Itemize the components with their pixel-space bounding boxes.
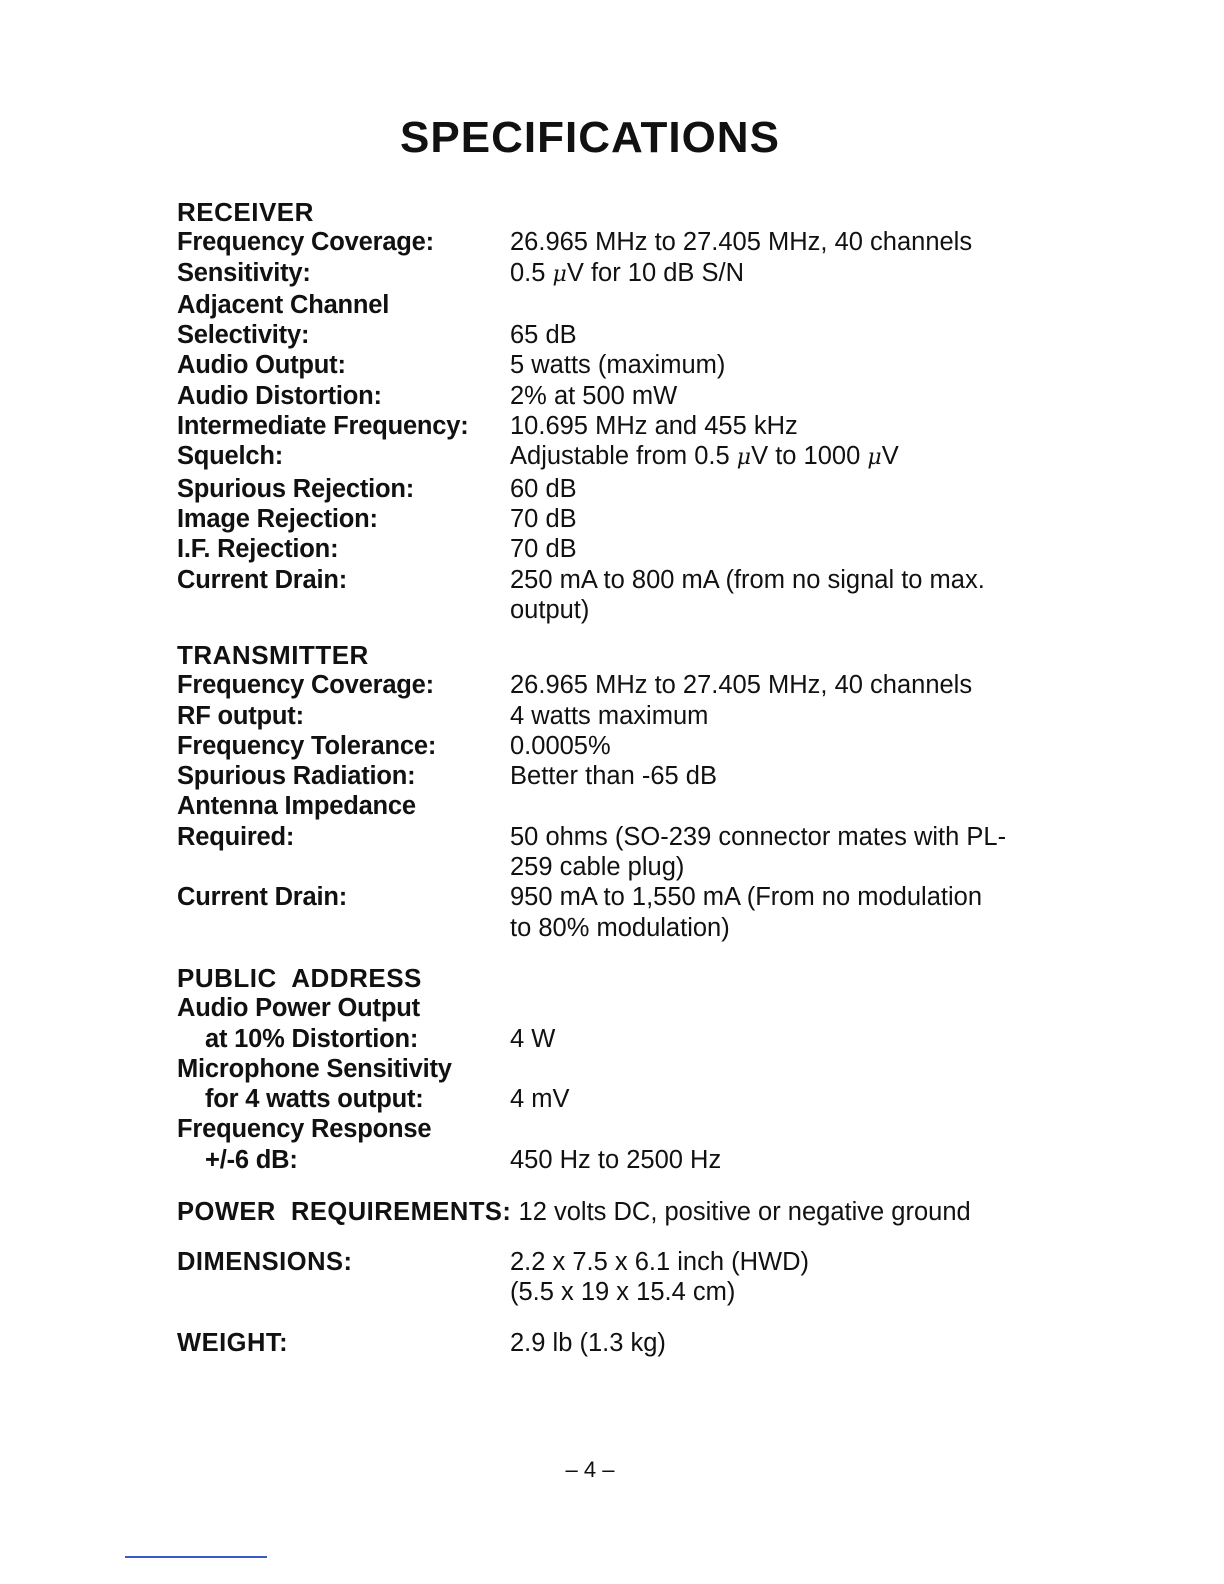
spec-label: Required:: [177, 822, 295, 851]
section-heading-receiver: RECEIVER: [177, 197, 314, 227]
spec-value: 65 dB: [510, 321, 577, 350]
spec-label: Current Drain:: [177, 883, 348, 912]
spec-row: [177, 320, 1077, 350]
section-heading-public-address: PUBLIC ADDRESS: [177, 963, 422, 993]
spec-value: 4 W: [510, 1024, 556, 1053]
spec-value: output): [510, 595, 590, 624]
spec-label: at 10% Distortion:: [205, 1024, 419, 1053]
spec-row: [177, 731, 1077, 761]
spec-row: [177, 913, 1077, 943]
spec-label: Audio Output:: [177, 351, 346, 380]
spec-label-empty: [177, 1277, 510, 1307]
spec-row: [177, 227, 1077, 257]
spec-value: 5 watts (maximum): [510, 351, 726, 380]
page-number: – 4 –: [565, 1457, 615, 1482]
power-requirements-section: [177, 1197, 1077, 1227]
spec-value: [510, 1054, 1055, 1084]
spec-label: [177, 852, 510, 882]
spec-value: [510, 791, 1055, 821]
spec-label: Frequency Coverage:: [177, 671, 434, 700]
bottom-rule-line: [125, 1556, 267, 1558]
spec-row: [177, 595, 1077, 625]
weight-value: 2.9 lb (1.3 kg): [510, 1329, 666, 1357]
page-title: SPECIFICATIONS: [400, 113, 780, 162]
weight-section: [177, 1328, 1077, 1358]
spec-label: RF output:: [177, 701, 304, 730]
spec-row: [177, 1084, 1077, 1114]
spec-row: [177, 565, 1077, 595]
spec-label: Audio Distortion:: [177, 381, 382, 410]
spec-label: Adjacent Channel: [177, 290, 390, 319]
spec-value: 60 dB: [510, 474, 577, 503]
spec-label: Microphone Sensitivity: [177, 1054, 452, 1083]
spec-label: [177, 595, 510, 625]
dimensions-value-inch: 2.2 x 7.5 x 6.1 inch (HWD): [510, 1248, 810, 1276]
spec-value: 26.965 MHz to 27.405 MHz, 40 channels: [510, 228, 973, 257]
spec-label: Spurious Rejection:: [177, 474, 415, 503]
spec-value: [510, 993, 1055, 1023]
dimensions-label: DIMENSIONS:: [177, 1248, 353, 1276]
receiver-section: [177, 197, 1077, 625]
spec-row: [177, 1024, 1077, 1054]
spec-row: [177, 411, 1077, 441]
spec-row: [177, 474, 1077, 504]
spec-label: Audio Power Output: [177, 994, 420, 1023]
spec-label: [177, 913, 510, 943]
spec-label: Spurious Radiation:: [177, 762, 416, 791]
spec-label: +/-6 dB:: [205, 1145, 298, 1174]
spec-row: [177, 290, 1077, 320]
spec-label: Sensitivity:: [177, 258, 311, 287]
spec-label: Antenna Impedance: [177, 792, 416, 821]
spec-row: [177, 701, 1077, 731]
spec-value: 50 ohms (SO-239 connector mates with PL-: [510, 822, 1007, 851]
spec-value: 2% at 500 mW: [510, 381, 678, 410]
spec-value: 70 dB: [510, 504, 577, 533]
power-requirements-label: POWER REQUIREMENTS:: [177, 1198, 512, 1226]
weight-label: WEIGHT:: [177, 1329, 289, 1357]
spec-value: Better than -65 dB: [510, 762, 717, 791]
spec-value: 259 cable plug): [510, 853, 685, 882]
spec-value: 0.0005%: [510, 731, 611, 760]
spec-row: [177, 258, 1077, 290]
dimensions-section: [177, 1247, 1077, 1308]
spec-value: Adjustable from 0.5 μV to 1000 μV: [510, 442, 899, 471]
spec-row: [177, 1145, 1077, 1175]
dimensions-value-cm: (5.5 x 19 x 15.4 cm): [510, 1278, 736, 1307]
spec-label: Current Drain:: [177, 565, 348, 594]
spec-value: 26.965 MHz to 27.405 MHz, 40 channels: [510, 671, 973, 700]
section-heading-transmitter: TRANSMITTER: [177, 640, 369, 670]
spec-label: Image Rejection:: [177, 504, 378, 533]
spec-row: [177, 993, 1077, 1023]
spec-value: 450 Hz to 2500 Hz: [510, 1145, 722, 1174]
spec-value: 4 mV: [510, 1085, 570, 1114]
spec-row: [177, 882, 1077, 912]
spec-row: [177, 441, 1077, 473]
spec-label: Frequency Coverage:: [177, 228, 434, 257]
spec-row: [177, 791, 1077, 821]
transmitter-section: [177, 640, 1077, 943]
spec-value: 70 dB: [510, 535, 577, 564]
spec-row: [177, 822, 1077, 852]
spec-value: [510, 1114, 1055, 1144]
spec-value: 0.5 μV for 10 dB S/N: [510, 258, 745, 287]
spec-value: [510, 290, 1055, 320]
spec-row: [177, 350, 1077, 380]
spec-label: Selectivity:: [177, 321, 310, 350]
spec-label: I.F. Rejection:: [177, 535, 339, 564]
spec-label: Frequency Response: [177, 1115, 432, 1144]
spec-row: [177, 761, 1077, 791]
spec-value: to 80% modulation): [510, 913, 730, 942]
spec-row: [177, 1277, 1077, 1307]
spec-row: [177, 381, 1077, 411]
spec-value: 950 mA to 1,550 mA (From no modulation: [510, 883, 982, 912]
spec-row: [177, 1114, 1077, 1144]
spec-label: for 4 watts output:: [205, 1085, 424, 1114]
spec-row: [177, 504, 1077, 534]
public-address-section: [177, 963, 1077, 1175]
spec-row: [177, 1328, 1077, 1358]
spec-label: Frequency Tolerance:: [177, 731, 437, 760]
spec-value: 250 mA to 800 mA (from no signal to max.: [510, 565, 985, 594]
spec-row: [177, 1247, 1077, 1277]
spec-row: [177, 1054, 1077, 1084]
spec-value: 4 watts maximum: [510, 701, 709, 730]
spec-label: Squelch:: [177, 442, 284, 471]
spec-row: [177, 852, 1077, 882]
power-requirements-value: 12 volts DC, positive or negative ground: [518, 1198, 971, 1226]
spec-value: 10.695 MHz and 455 kHz: [510, 412, 798, 441]
spec-row: [177, 670, 1077, 700]
spec-label: Intermediate Frequency:: [177, 412, 469, 441]
spec-row: [177, 534, 1077, 564]
power-requirements-row: [177, 1197, 1077, 1227]
